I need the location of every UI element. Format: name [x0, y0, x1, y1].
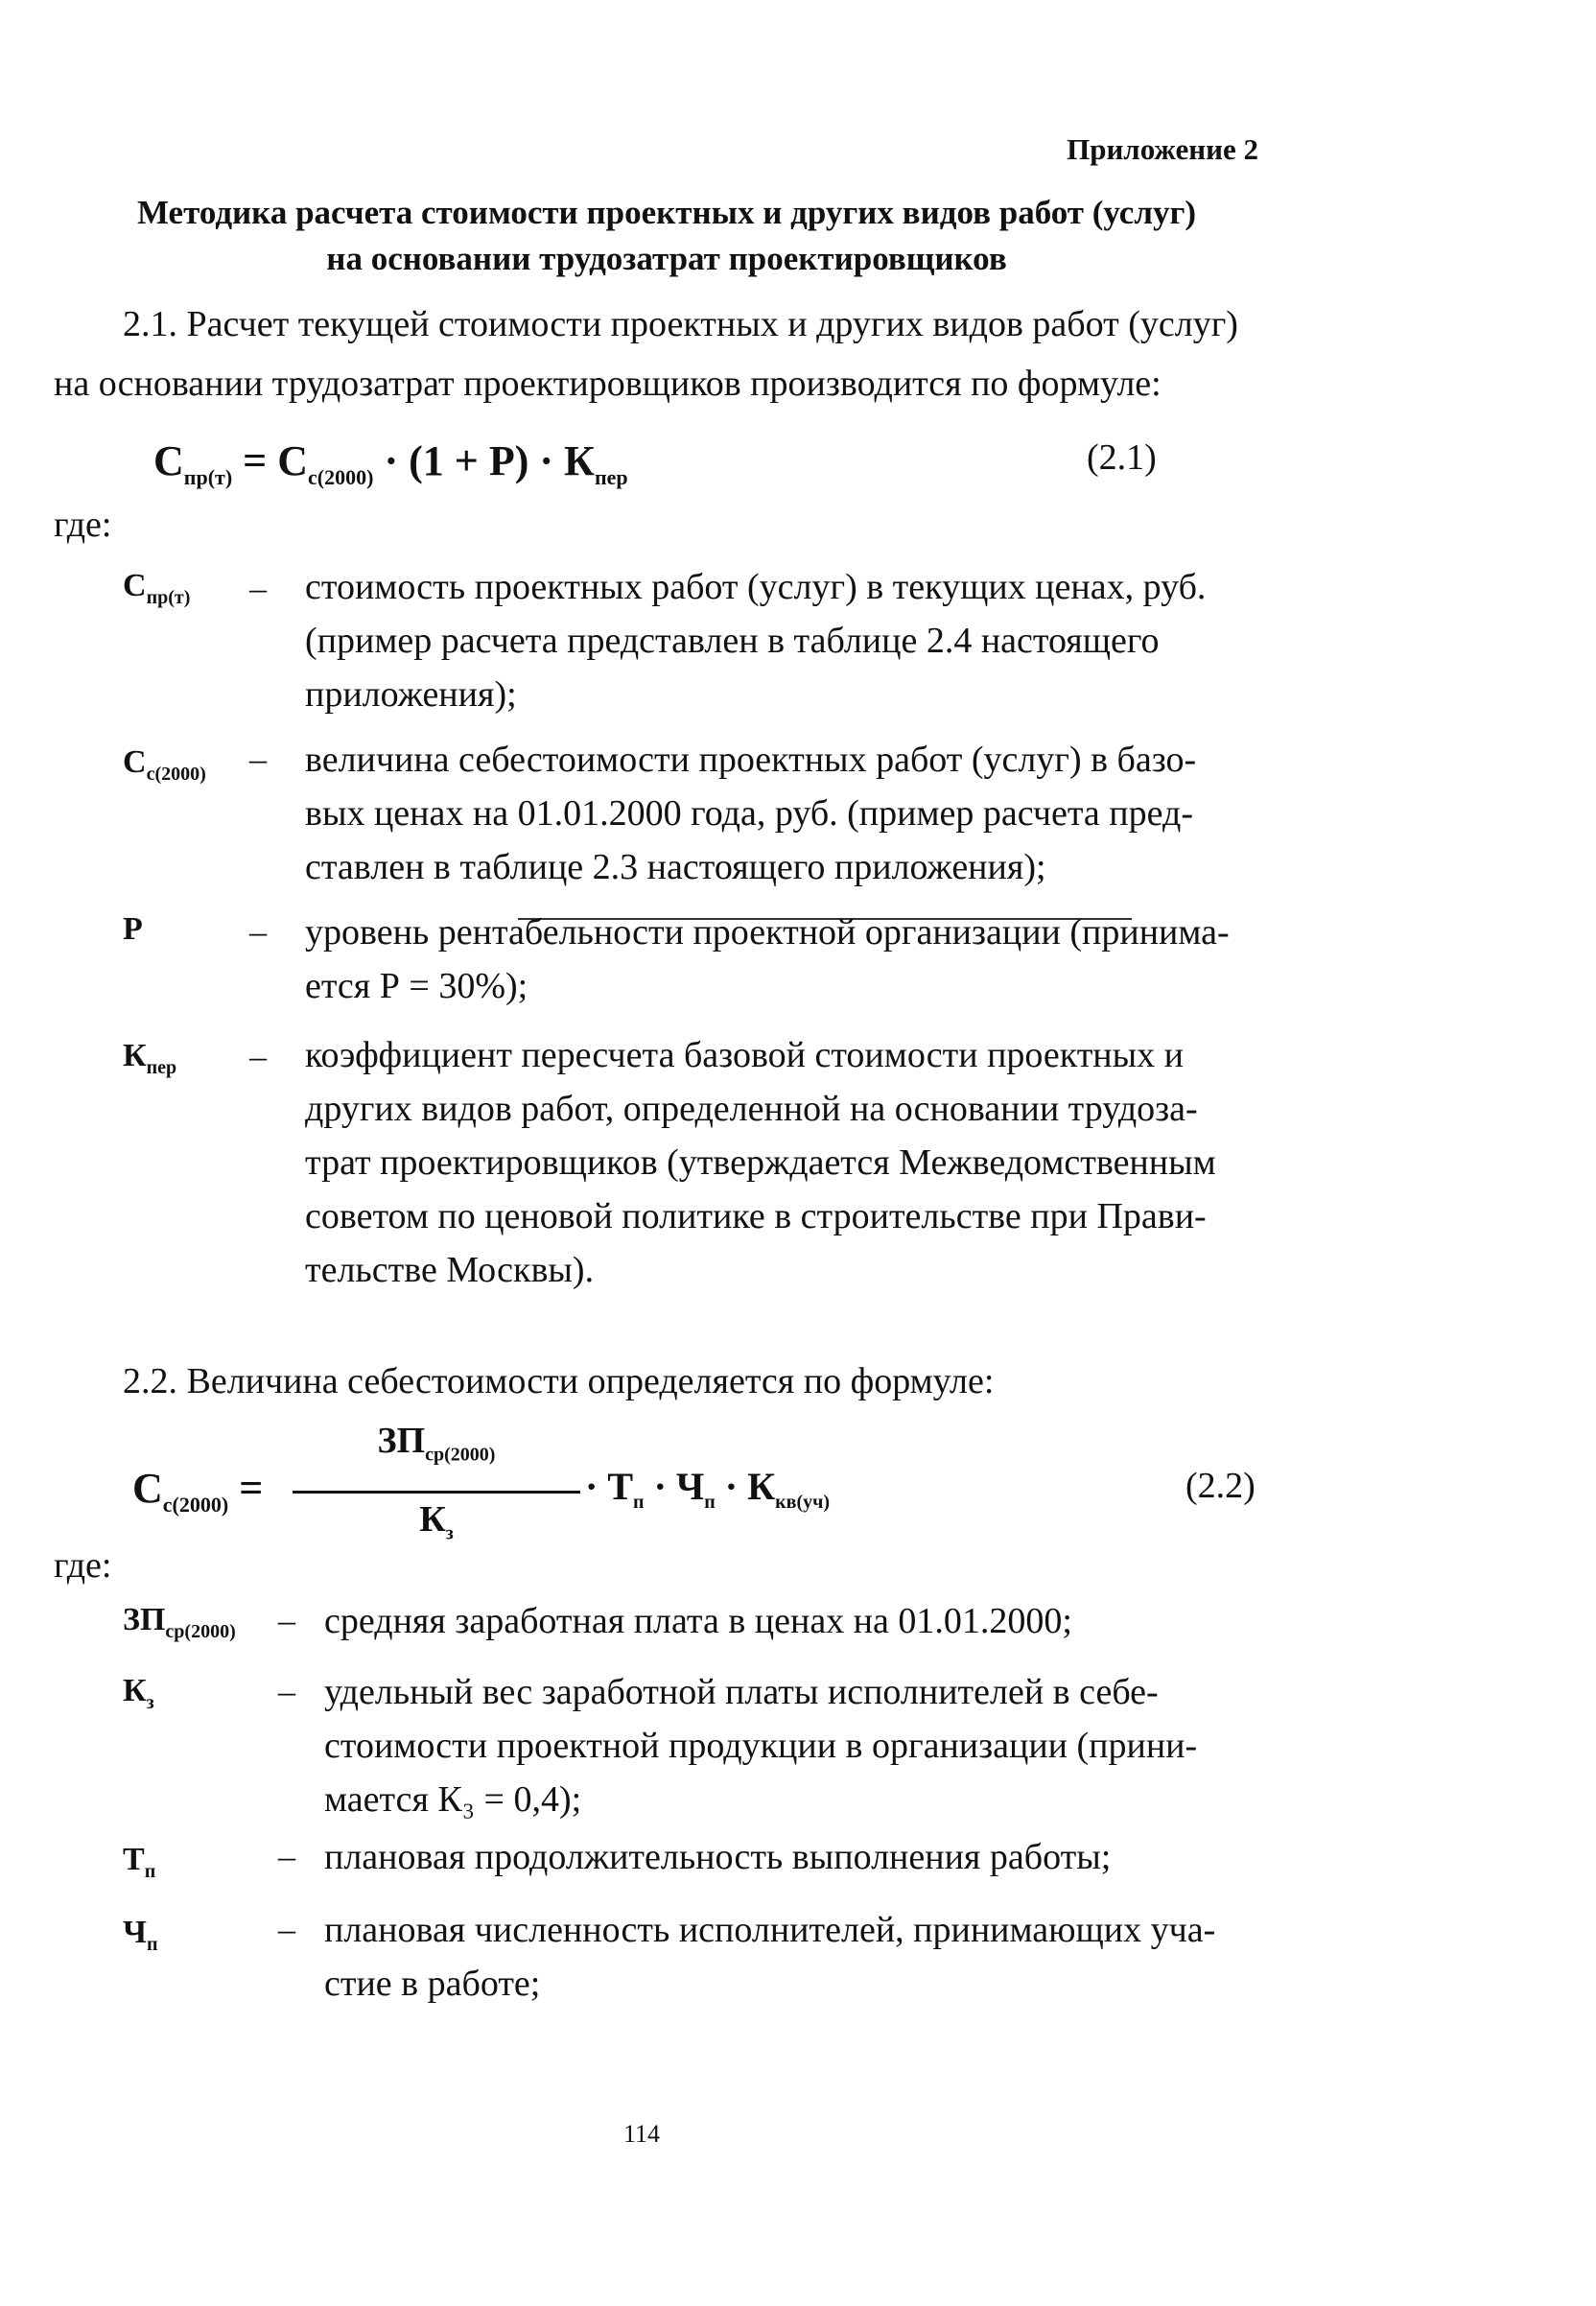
formula-2-1-lhs: С [153, 437, 184, 484]
definition-line: приложения); [305, 674, 517, 715]
definition-c-pr-t [305, 560, 1264, 721]
definition-line: ставлен в таблице 2.3 настоящего приложения); [305, 847, 1046, 887]
formula-2-1 [153, 436, 628, 490]
definition-p [305, 906, 1264, 1013]
definition-k-per [305, 1028, 1264, 1297]
definition-line: стие в работе; [324, 1964, 541, 2004]
term-ch-p: $Ч_п$ [123, 1915, 158, 1955]
formula-2-1-eq: = [232, 437, 278, 484]
term-k-per: $К_{пер}$ [123, 1038, 177, 1078]
paragraph-2-2: 2.2. Величина себестоимости определяется по формуле: [123, 1361, 995, 1401]
definition-line: советом по ценовой политике в строительстве при Прави- [305, 1196, 1207, 1236]
formula-2-1-lhs-sub: пр(т) [183, 464, 233, 489]
definition-t-p [324, 1830, 1264, 1884]
term-t-p: $Т_п$ [123, 1842, 156, 1882]
formula-2-2-denominator: $К_з$ [419, 1499, 454, 1544]
definition-line: величина себестоимости проектных работ (услуг) в базо- [305, 740, 1197, 780]
definition-dash: – [249, 569, 267, 607]
definition-line: ется Р = 30%); [305, 966, 528, 1006]
definition-k-z [324, 1665, 1264, 1826]
paragraph-2-1-line-1: 2.1. Расчет текущей стоимости проектных и других видов работ (услуг) [123, 304, 1238, 344]
formula-2-2-numerator: $ЗП_{ср(2000)}$ [377, 1421, 496, 1466]
formula-2-1-c-sub: с(2000) [308, 464, 374, 489]
definition-ch-p [324, 1903, 1264, 2011]
definition-dash: – [249, 1037, 267, 1075]
formula-2-1-mid: · (1 + Р) · [373, 437, 565, 484]
term-zp-sr-2000: $ЗП_{ср(2000)}$ [123, 1602, 236, 1642]
definition-dash: – [278, 1837, 295, 1875]
definition-c-c-2000 [305, 733, 1264, 894]
definition-line: мается К₃ = 0,4); [324, 1779, 582, 1820]
definition-dash: – [278, 1910, 295, 1948]
where-label-2: где: [54, 1545, 112, 1586]
title-line-1: Методика расчета стоимости проектных и других видов работ (услуг) [136, 194, 1197, 231]
page-number: 114 [623, 2120, 661, 2148]
definition-line: трат проектировщиков (утверждается Межведомственным [305, 1142, 1216, 1183]
term-k-z: $К_з$ [123, 1673, 154, 1713]
formula-2-2-lhs: $С_{с(2000)}$ = [132, 1465, 264, 1517]
formula-2-1-k-sub: пер [594, 464, 628, 489]
definition-dash: – [249, 740, 267, 778]
definition-dash: – [278, 1601, 295, 1639]
equation-number-2-2: (2.2) [1185, 1466, 1256, 1506]
formula-2-1-k: К [564, 437, 595, 484]
definition-line: стоимость проектных работ (услуг) в текущих ценах, руб. [305, 567, 1207, 607]
definition-zp-sr-2000 [324, 1594, 1264, 1648]
formula-2-2-rhs: · $Т_п \cdot Ч_п \cdot К_{кв(уч)}$ [585, 1465, 831, 1513]
definition-dash: – [278, 1672, 295, 1710]
definition-line: плановая численность исполнителей, принимающих уча- [324, 1910, 1216, 1950]
definition-line: вых ценах на 01.01.2000 года, руб. (пример расчета пред- [305, 793, 1193, 834]
definition-dash: – [249, 912, 267, 951]
title-line-2: на основании трудозатрат проектировщиков [326, 240, 1007, 277]
formula-2-2 [125, 1420, 1084, 1554]
page-title [58, 190, 1276, 282]
definition-line: уровень рентабельности проектной организации (принима- [305, 912, 1230, 953]
definition-line: удельный вес заработной платы исполнителей в себе- [324, 1672, 1159, 1712]
definition-line: плановая продолжительность выполнения работы; [324, 1837, 1112, 1877]
definition-line: (пример расчета представлен в таблице 2.4 настоящего [305, 621, 1160, 661]
definition-line: других видов работ, определенной на основании трудоза- [305, 1089, 1198, 1129]
definition-line: коэффициент пересчета базовой стоимости проектных и [305, 1035, 1185, 1075]
definition-line: тельстве Москвы). [305, 1250, 595, 1290]
equation-number-2-1: (2.1) [1087, 437, 1157, 478]
formula-2-1-c: С [277, 437, 309, 484]
definition-line: средняя заработная плата в ценах на 01.01.2000; [324, 1601, 1072, 1641]
term-p: Р [123, 911, 143, 947]
term-c-pr-t: $С_{пр(т)}$ [123, 568, 191, 608]
fraction-bar [293, 1491, 580, 1494]
appendix-label: Приложение 2 [1067, 132, 1258, 166]
paragraph-2-1-line-2: на основании трудозатрат проектировщиков производится по формуле: [54, 364, 1162, 404]
term-c-c-2000: $С_{с(2000)}$ [123, 744, 206, 785]
where-label-1: где: [54, 505, 112, 545]
definition-line: стоимости проектной продукции в организации (прини- [324, 1726, 1198, 1766]
